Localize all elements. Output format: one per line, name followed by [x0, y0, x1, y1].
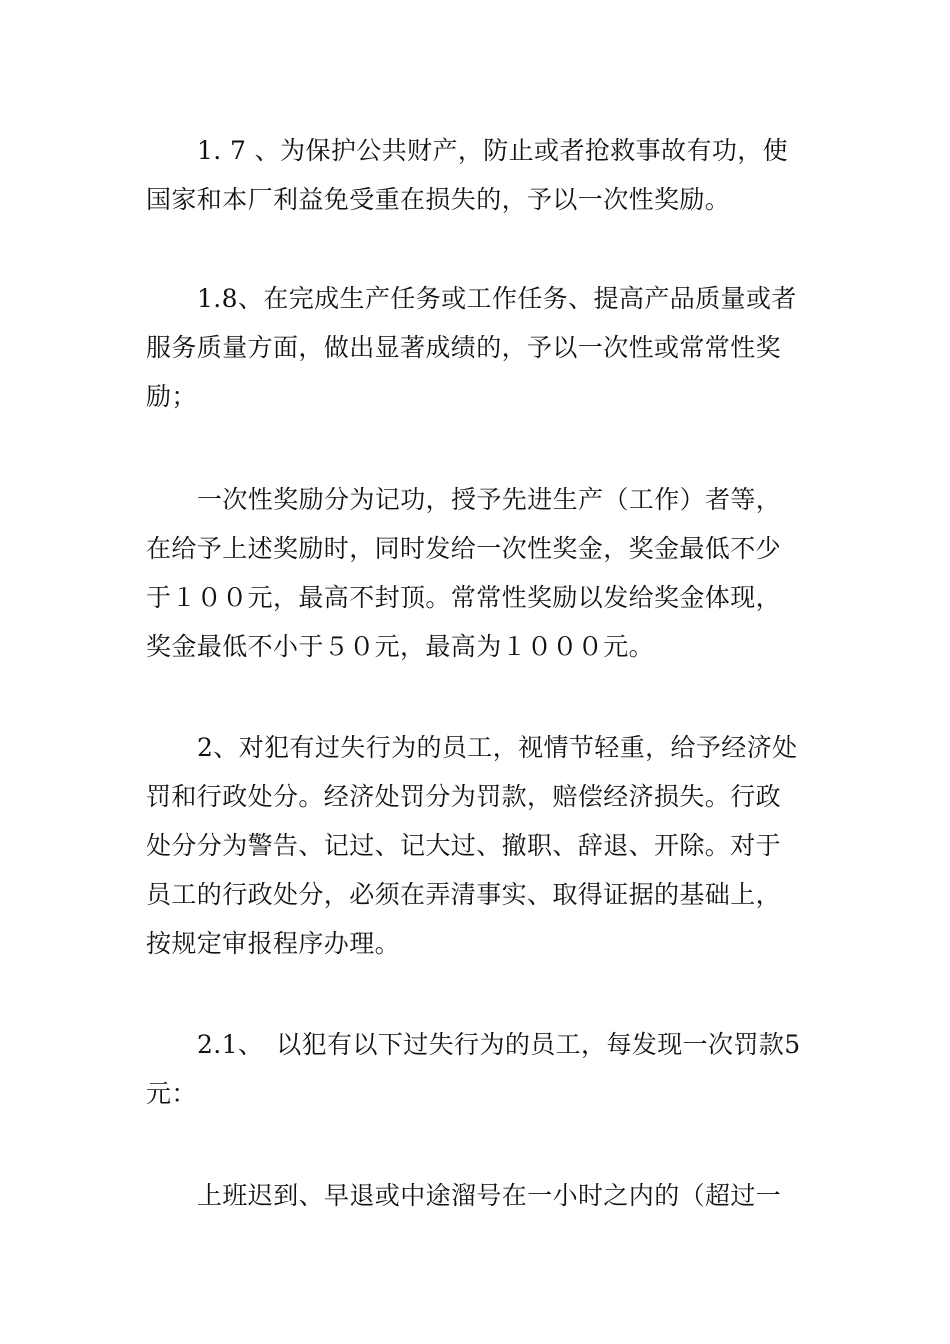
text-line: 2、对犯有过失行为的员工，视情节轻重，给予经济处 [197, 733, 798, 762]
text-line: 员工的行政处分，必须在弄清事实、取得证据的基础上， [146, 880, 782, 909]
text-line: 奖金最低不小于５０元，最高为１０００元。 [146, 632, 655, 661]
paragraph-1-8 [146, 274, 816, 421]
text-line: 服务质量方面，做出显著成绩的，予以一次性或常常性奖 [146, 333, 782, 362]
text-line: 在给予上述奖励时，同时发给一次性奖金，奖金最低不少 [146, 534, 782, 563]
paragraph-2-1 [146, 1020, 816, 1118]
text-line: 励； [146, 382, 197, 411]
text-line: 上班迟到、早退或中途溜号在一小时之内的（超过一 [197, 1181, 782, 1210]
paragraph-1-7 [146, 126, 816, 224]
text-line: 处分分为警告、记过、记大过、撤职、辞退、开除。对于 [146, 831, 782, 860]
text-line: 1. 7 、为保护公共财产，防止或者抢救事故有功，使 [197, 136, 789, 165]
text-line: 于１００元，最高不封顶。常常性奖励以发给奖金体现， [146, 583, 782, 612]
text-line: 元： [146, 1079, 197, 1108]
text-line: 一次性奖励分为记功，授予先进生产（工作）者等， [197, 485, 782, 514]
text-line: 罚和行政处分。经济处罚分为罚款，赔偿经济损失。行政 [146, 782, 782, 811]
text-line: 1.8、在完成生产任务或工作任务、提高产品质量或者 [197, 284, 797, 313]
paragraph-late-arrival [146, 1171, 816, 1220]
paragraph-reward-types [146, 475, 816, 671]
text-line: 按规定审报程序办理。 [146, 929, 401, 958]
text-line: 国家和本厂利益免受重在损失的，予以一次性奖励。 [146, 185, 731, 214]
paragraph-2 [146, 723, 816, 968]
text-line: 2.1、 以犯有以下过失行为的员工，每发现一次罚款5 [197, 1030, 801, 1059]
